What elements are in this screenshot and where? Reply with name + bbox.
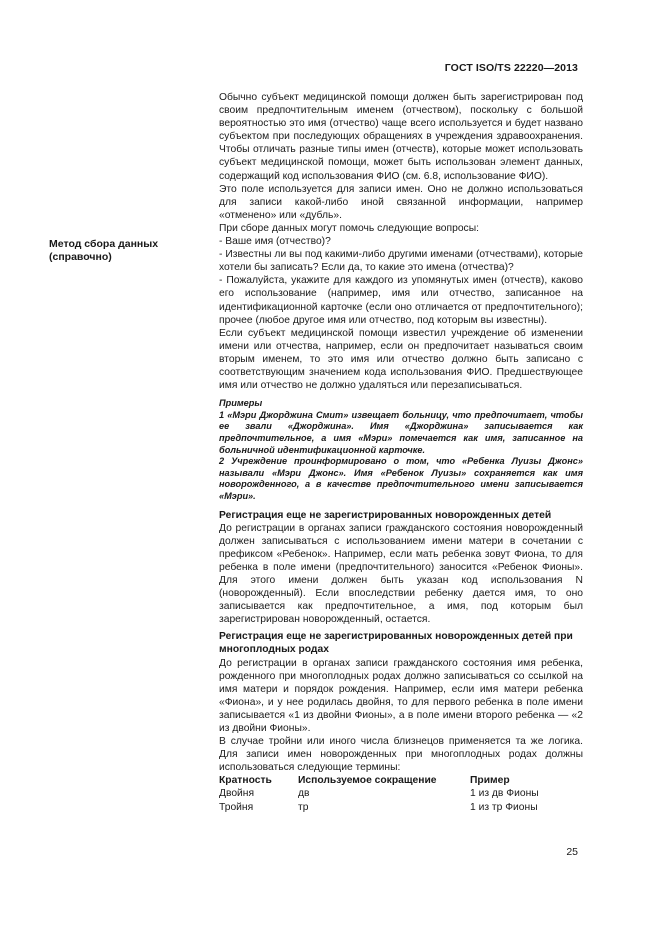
examples-title: Примеры bbox=[219, 398, 263, 409]
question-item: - Ваше имя (отчество)? bbox=[219, 236, 331, 248]
column-header: Кратность bbox=[219, 775, 272, 787]
table-row bbox=[219, 801, 583, 814]
example-item: 2 Учреждение проинформировано о том, что «Ребенка Луизы Джонс» называли «Мэри Джонс». Имя «Ребенок Луизы» сохраняется как имя новорожденного, а в качестве предпочтительного имени записывается «Мэри». bbox=[219, 456, 583, 501]
paragraph-newborns: До регистрации в органах записи гражданского состояния новорожденный должен записываться с использованием имени матери в сочетании с префиксом «Ребенок». Например, если мать ребенка зовут Фиона, то для ребенка в поле имени (предпочтительного) заносится «Ребенок Фионы». Для этого имени должен быть указан код использования N (новорожденный). Если впоследствии ребенку дается имя, то оно записывается как предпочтительное, а имя, под которым был зарегистрирован новорожденный, остается. bbox=[219, 522, 583, 626]
question-item: - Пожалуйста, укажите для каждого из упомянутых имен (отчеств), каково его использование (например, имя или отчество, записанное на идентификационной карточке (если оно отличается от предпочтительного); прочее (любое другое имя или отчество, под которым вы известны). bbox=[219, 275, 583, 326]
paragraph-terms-intro: В случае тройни или иного числа близнецов применяется та же логика. Для записи имен новорожденных при многоплодных родах должны использоваться следующие термины: bbox=[219, 736, 583, 774]
example-item: 1 «Мэри Джорджина Смит» извещает больницу, что предпочитает, чтобы ее звали «Джорджина». Имя «Джорджина» записывается как предпочтительное, а имя «Мэри» помечается как имя, записанное на больничной идентификационной карточке. bbox=[219, 409, 583, 455]
table-header-row bbox=[219, 774, 583, 787]
table-cell: Двойня bbox=[219, 788, 255, 800]
main-content bbox=[219, 91, 583, 814]
table-cell: тр bbox=[298, 801, 309, 813]
page-number: 25 bbox=[566, 846, 578, 858]
table-cell: Тройня bbox=[219, 801, 254, 813]
paragraph-questions-intro: При сборе данных могут помочь следующие вопросы: bbox=[219, 222, 479, 234]
column-header: Используемое сокращение bbox=[298, 775, 437, 787]
sidebar-label bbox=[49, 238, 209, 264]
sidebar-label-line2: (справочно) bbox=[49, 251, 112, 264]
terms-table bbox=[219, 774, 583, 813]
table-cell: 1 из тр Фионы bbox=[470, 801, 538, 813]
paragraph-multiple-births: До регистрации в органах записи гражданского состояния имя ребенка, рожденного при многоплодных родах должно записываться со ссылкой на имя матери и порядок рождения. Например, если имя матери ребенка «Фиона», и у нее родилась двойня, то для первого ребенка в поле имени записывается «1 из двойни Фионы», а в поле имени второго ребенка — «2 из двойни Фионы». bbox=[219, 657, 583, 734]
paragraph-name-change: Если субъект медицинской помощи известил учреждение об изменении имени или отчества, например, если он предпочитает называться своим вторым именем, то это имя или отчество должно быть записано с соответствующим значением кода использования ФИО. Предшествующее имя или отчество не должно удаляться или перезаписываться. bbox=[219, 327, 583, 392]
paragraph-field-usage: Это поле используется для записи имен. Оно не должно использоваться для записи какой-либо иной связанной информации, например «отменено» или «дубль». bbox=[219, 183, 583, 221]
section-heading-newborns: Регистрация еще не зарегистрированных новорожденных детей bbox=[219, 509, 552, 521]
table-row bbox=[219, 787, 583, 800]
table-cell: 1 из дв Фионы bbox=[470, 788, 539, 800]
paragraph-intro: Обычно субъект медицинской помощи должен быть зарегистрирован под своим предпочтительным именем (отчеством), поскольку с большой вероятностью это имя (отчество) чаще всего используется и будет названо субъектом при последующих обращениях в учреждения здравоохранения. Чтобы отличать разные типы имен (отчеств), которые может использовать субъект медицинской помощи, может быть использован элемент данных, содержащий код использования ФИО (см. 6.8, использование ФИО). bbox=[219, 92, 583, 182]
sidebar-label-line1: Метод сбора данных bbox=[49, 238, 159, 250]
document-header: ГОСТ ISO/TS 22220—2013 bbox=[444, 62, 578, 74]
column-header: Пример bbox=[470, 775, 510, 787]
table-cell: дв bbox=[298, 788, 310, 800]
question-item: - Известны ли вы под какими-либо другими именами (отчествами), которые хотели бы записать? Если да, то какие это имена (отчества)? bbox=[219, 249, 583, 274]
section-heading-multiple-births: Регистрация еще не зарегистрированных новорожденных детей при многоплодных родах bbox=[219, 631, 573, 656]
